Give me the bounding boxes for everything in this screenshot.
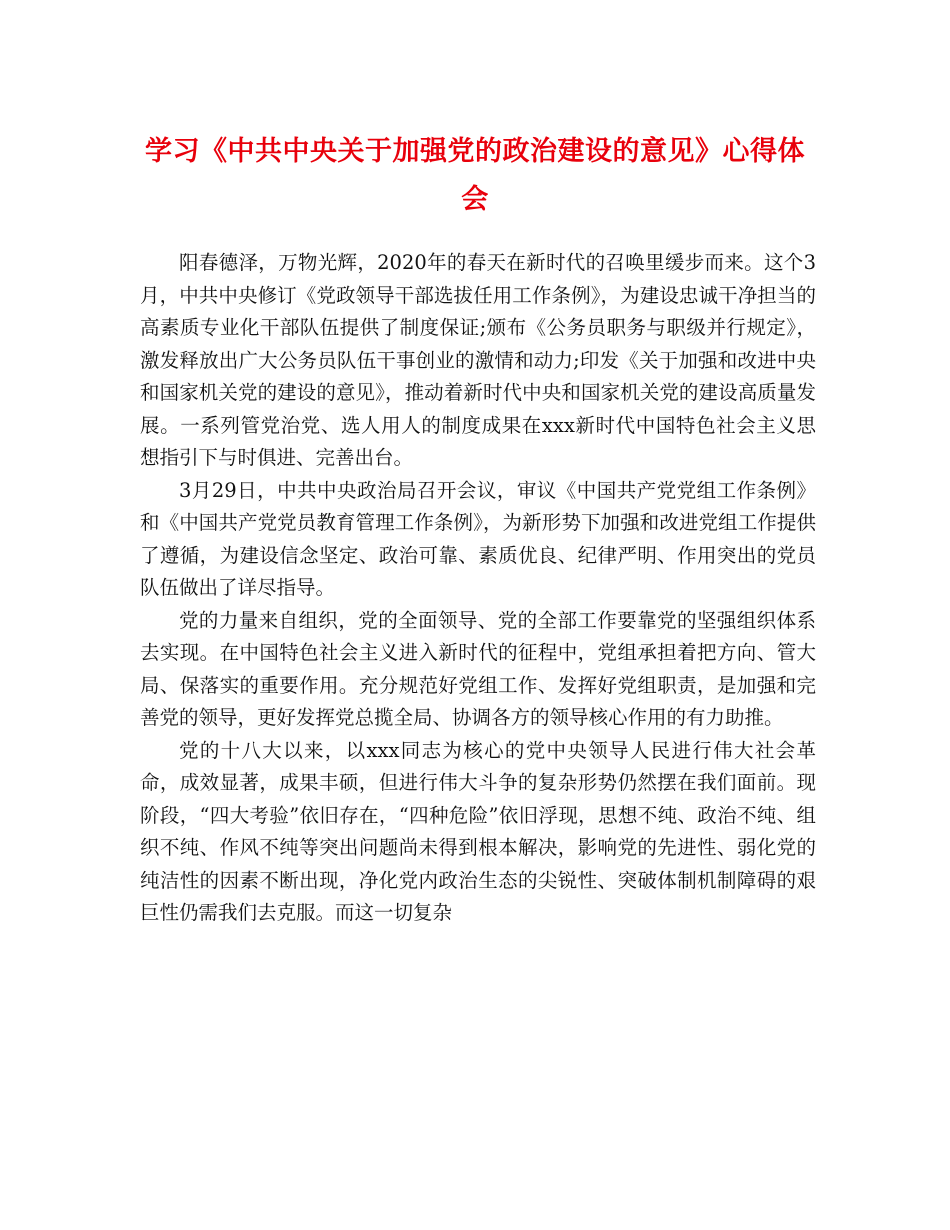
document-title-line-1: 学习《中共中央关于加强党的政治建设的意见》心得体 bbox=[145, 136, 805, 167]
paragraph-4: 党的十八大以来，以xxx同志为核心的党中央领导人民进行伟大社会革命，成效显著，成果丰硕，但进行伟大斗争的复杂形势仍然摆在我们面前。现阶段，“四大考验”依旧存在，“四种危险”依旧浮现，思想不纯、政治不纯、组织不纯、作风不纯等突出问题尚未得到根本解决，影响党的先进性、弱化党的纯洁性的因素不断出现，净化党内政治生态的尖锐性、突破体制机制障碍的艰巨性仍需我们去克服。而这一切复杂 bbox=[140, 738, 816, 924]
document-body bbox=[140, 247, 816, 930]
document-title bbox=[140, 128, 810, 224]
paragraph-3: 党的力量来自组织，党的全面领导、党的全部工作要靠党的坚强组织体系去实现。在中国特色社会主义进入新时代的征程中，党组承担着把方向、管大局、保落实的重要作用。充分规范好党组工作、发挥好党组职责，是加强和完善党的领导，更好发挥党总揽全局、协调各方的领导核心作用的有力助推。 bbox=[140, 608, 816, 729]
document-title-line-2: 会 bbox=[461, 184, 489, 215]
paragraph-2: 3月29日，中共中央政治局召开会议，审议《中国共产党党组工作条例》和《中国共产党党员教育管理工作条例》，为新形势下加强和改进党组工作提供了遵循，为建设信念坚定、政治可靠、素质优良、纪律严明、作用突出的党员队伍做出了详尽指导。 bbox=[140, 478, 816, 599]
paragraph-1: 阳春德泽，万物光辉，2020年的春天在新时代的召唤里缓步而来。这个3月，中共中央修订《党政领导干部选拔任用工作条例》，为建设忠诚干净担当的高素质专业化干部队伍提供了制度保证;颁布《公务员职务与职级并行规定》，激发释放出广大公务员队伍干事创业的激情和动力;印发《关于加强和改进中央和国家机关党的建设的意见》，推动着新时代中央和国家机关党的建设高质量发展。一系列管党治党、选人用人的制度成果在xxx新时代中国特色社会主义思想指引下与时俱进、完善出台。 bbox=[140, 251, 816, 469]
